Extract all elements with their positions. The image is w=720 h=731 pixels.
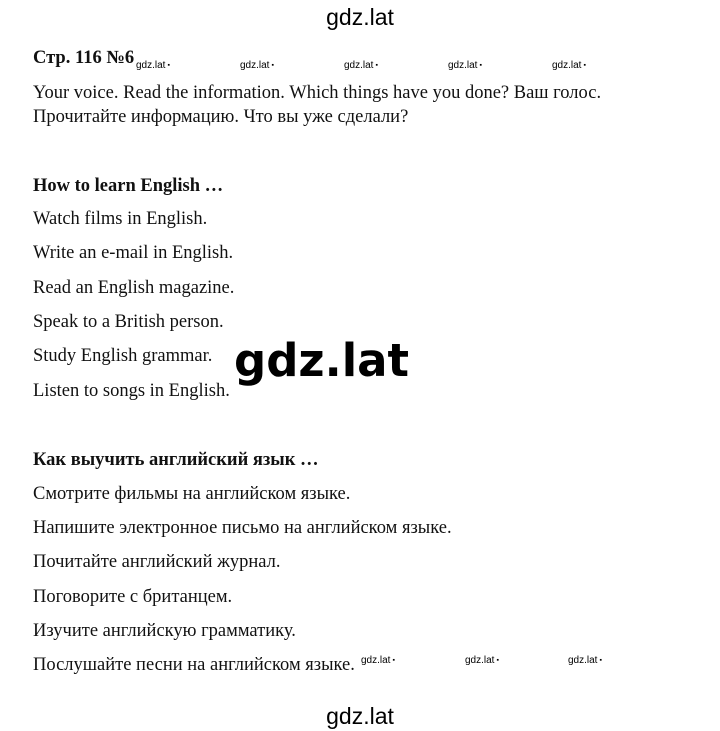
english-item: Watch films in English. [33, 209, 208, 229]
english-item: Write an e-mail in English. [33, 243, 234, 263]
watermark-small: gdz.lat ▪ [465, 655, 499, 666]
russian-heading: Как выучить английский язык … [33, 450, 319, 470]
watermark-small: gdz.lat ▪ [568, 655, 602, 666]
english-item: Speak to a British person. [33, 312, 224, 332]
intro-line-1: Your voice. Read the information. Which things have you done? Ваш голос. [33, 83, 602, 103]
english-item: Listen to songs in English. [33, 381, 230, 401]
intro-line-2: Прочитайте информацию. Что вы уже сделали? [33, 107, 409, 127]
watermark-small: gdz.lat ▪ [136, 60, 170, 71]
watermark-bottom: gdz.lat [326, 703, 394, 729]
watermark-small: gdz.lat ▪ [448, 60, 482, 71]
russian-item: Смотрите фильмы на английском языке. [33, 484, 351, 504]
watermark-small: gdz.lat ▪ [552, 60, 586, 71]
watermark-center: gdz.lat [234, 334, 410, 387]
watermark-small: gdz.lat ▪ [344, 60, 378, 71]
watermark-top: gdz.lat [326, 4, 394, 30]
russian-item: Почитайте английский журнал. [33, 552, 281, 572]
russian-item: Поговорите с британцем. [33, 587, 233, 607]
english-item: Study English grammar. [33, 346, 213, 366]
english-item: Read an English magazine. [33, 278, 235, 298]
watermark-small: gdz.lat ▪ [240, 60, 274, 71]
page-reference: Стр. 116 №6 [33, 48, 135, 68]
russian-item: Изучите английскую грамматику. [33, 621, 296, 641]
russian-item: Напишите электронное письмо на английском языке. [33, 518, 452, 538]
english-heading: How to learn English … [33, 176, 224, 196]
russian-item: Послушайте песни на английском языке. [33, 655, 355, 675]
watermark-small: gdz.lat ▪ [361, 655, 395, 666]
